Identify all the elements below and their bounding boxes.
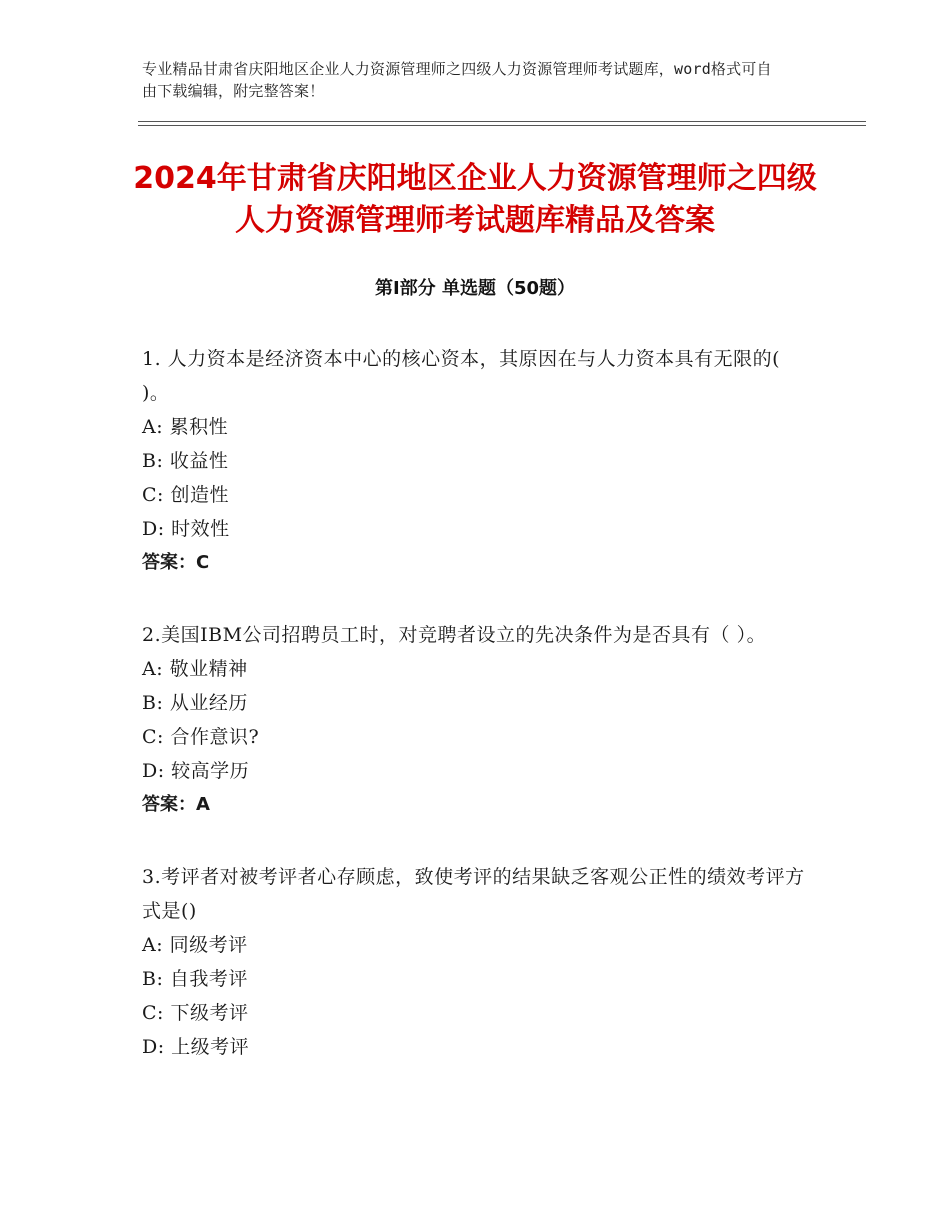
option-c: C: 创造性: [142, 484, 229, 506]
option-d: D: 时效性: [142, 518, 230, 540]
option-a: A: 敬业精神: [142, 658, 248, 680]
option-d: D: 上级考评: [142, 1036, 250, 1058]
option-b: B: 自我考评: [142, 968, 248, 990]
question-3: [142, 860, 812, 1064]
question-stem: 2.美国IBM公司招聘员工时，对竞聘者设立的先决条件为是否具有（ ）。: [142, 624, 767, 646]
question-1: [142, 342, 812, 580]
question-2: [142, 618, 812, 822]
answer: 答案：A: [142, 794, 210, 815]
question-stem: 3.考评者对被考评者心存顾虑，致使考评的结果缺乏客观公正性的绩效考评方式是(): [142, 866, 805, 922]
question-list: [142, 342, 812, 1102]
option-a: A: 累积性: [142, 416, 229, 438]
option-c: C: 合作意识?: [142, 726, 260, 748]
option-b: B: 从业经历: [142, 692, 248, 714]
section-heading: 第Ⅰ部分 单选题（50题）: [374, 278, 575, 299]
document-title: 2024年甘肃省庆阳地区企业人力资源管理师之四级人力资源管理师考试题库精品及答案: [133, 161, 817, 238]
option-b: B: 收益性: [142, 450, 229, 472]
option-c: C: 下级考评: [142, 1002, 249, 1024]
option-a: A: 同级考评: [142, 934, 248, 956]
question-stem: 1. 人力资本是经济资本中心的核心资本，其原因在与人力资本具有无限的( )。: [142, 348, 781, 404]
option-d: D: 较高学历: [142, 760, 250, 782]
header-divider: [138, 121, 866, 126]
header-note: 专业精品甘肃省庆阳地区企业人力资源管理师之四级人力资源管理师考试题库，word格式可自由下载编辑，附完整答案！: [142, 60, 772, 100]
answer: 答案：C: [142, 552, 210, 573]
